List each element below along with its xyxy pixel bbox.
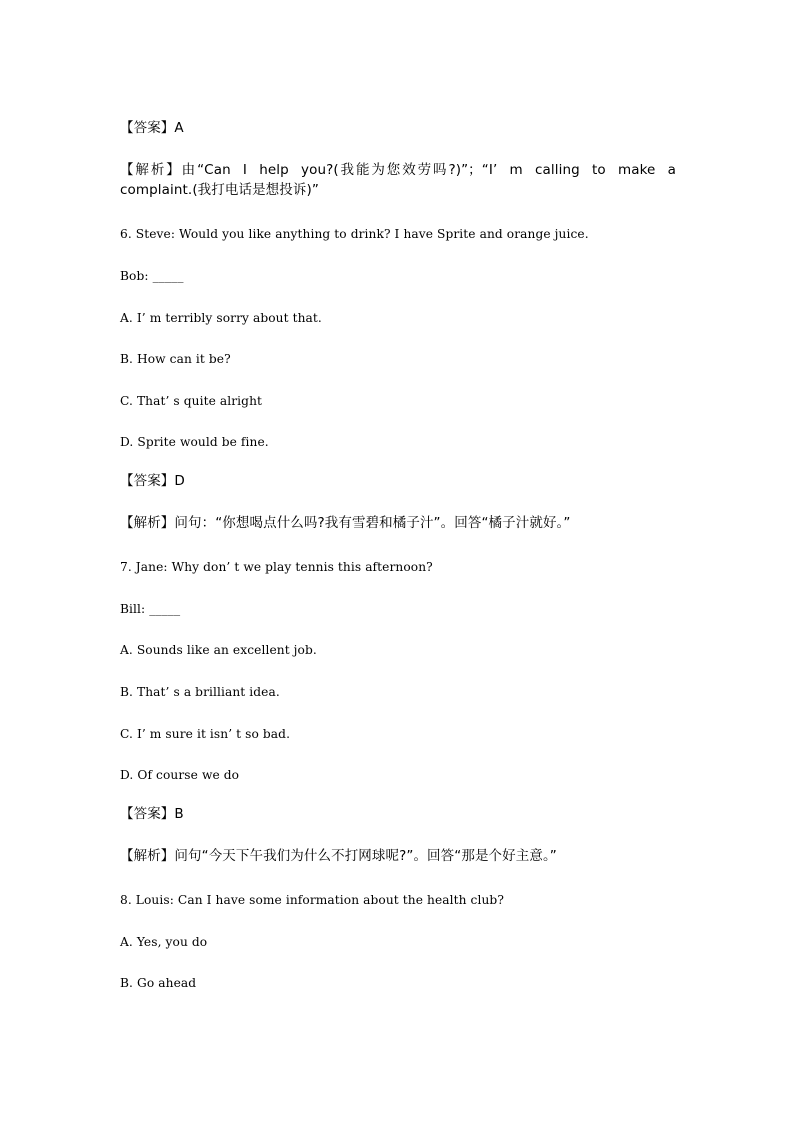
- option-d: D. Sprite would be fine.: [120, 435, 269, 449]
- answer-label: 【答案】B: [120, 806, 184, 822]
- answer-label: 【答案】A: [120, 120, 184, 136]
- reply-blank: Bob: _____: [120, 269, 184, 283]
- question-6: 6. Steve: Would you like anything to drink? I have Sprite and orange juice.: [120, 227, 589, 241]
- option-b: B. How can it be?: [120, 352, 231, 366]
- analysis-line: 【解析】由“Can I help you?(我能为您效劳吗?)”；“I’ m calling to make a: [120, 162, 676, 178]
- option-c: C. I’ m sure it isn’ t so bad.: [120, 727, 291, 741]
- question-7: 7. Jane: Why don’ t we play tennis this afternoon?: [120, 560, 433, 574]
- reply-blank: Bill: _____: [120, 602, 181, 616]
- option-b: B. That’ s a brilliant idea.: [120, 685, 280, 699]
- option-a: A. Sounds like an excellent job.: [120, 643, 317, 657]
- option-c: C. That’ s quite alright: [120, 394, 263, 408]
- answer-label: 【答案】D: [120, 473, 185, 489]
- option-a: A. I’ m terribly sorry about that.: [120, 311, 322, 325]
- option-a: A. Yes, you do: [120, 935, 208, 949]
- analysis-line: 【解析】问句“今天下午我们为什么不打网球呢?”。回答“那是个好主意。”: [120, 848, 557, 864]
- option-d: D. Of course we do: [120, 768, 240, 782]
- analysis-line: 【解析】问句：“你想喝点什么吗?我有雪碧和橘子汁”。回答“橘子汁就好。”: [120, 515, 571, 531]
- analysis-line: complaint.(我打电话是想投诉)”: [120, 182, 319, 198]
- option-b: B. Go ahead: [120, 976, 197, 990]
- question-8: 8. Louis: Can I have some information about the health club?: [120, 893, 504, 907]
